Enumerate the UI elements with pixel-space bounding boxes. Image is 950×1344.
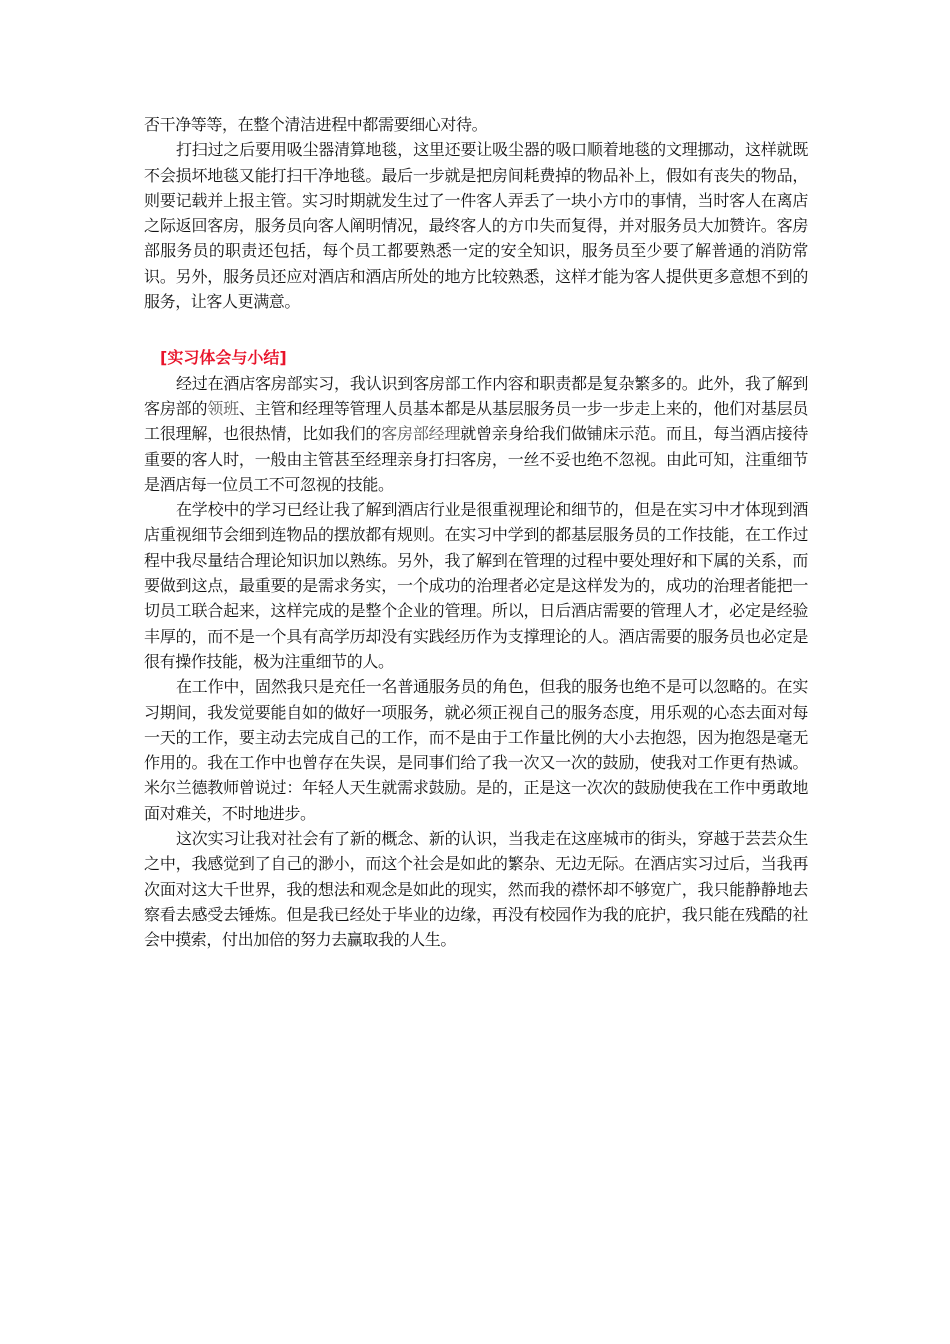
paragraph-cleaning-end: 否干净等等，在整个清洁进程中都需要细心对待。 — [144, 115, 488, 134]
paragraph-housekeeping-insight — [144, 371, 808, 497]
paragraph-carpet-cleaning: 打扫过之后要用吸尘器清算地毯，这里还要让吸尘器的吸口顺着地毯的文理挪动，这样就既不会损坏地毯又能打扫干净地毯。最后一步就是把房间耗费掉的物品补上，假如有丧失的物品，则要记载并上报主管。实习时期就发生过了一件客人弄丢了一块小方巾的事情，当时客人在离店之际返回客房，服务员向客人阐明情况，最终客人的方巾失而复得，并对服务员大加赞许。客房部服务员的职责还包括，每个员工都要熟悉一定的安全知识，服务员至少要了解普通的消防常识。另外，服务员还应对酒店和酒店所处的地方比较熟悉，这样才能为客人提供更多意想不到的服务，让客人更满意。 — [144, 140, 808, 312]
paragraph-service-attitude: 在工作中，固然我只是充任一名普通服务员的角色，但我的服务也绝不是可以忽略的。在实习期间，我发觉要能自如的做好一项服务，就必须正视自己的服务态度，用乐观的心态去面对每一天的工作，要主动去完成自己的工作，而不是由于工作量比例的大小去抱怨，因为抱怨是毫无作用的。我在工作中也曾存在失误，是同事们给了我一次又一次的鼓励，使我对工作更有热诚。米尔兰德教师曾说过：年轻人天生就需求鼓励。是的，正是这一次次的鼓励使我在工作中勇敢地面对难关，不时地进步。 — [144, 677, 808, 823]
paragraph-theory-and-detail: 在学校中的学习已经让我了解到酒店行业是很重视理论和细节的，但是在实习中才体现到酒店重视细节会细到连物品的摆放都有规则。在实习中学到的都基层服务员的工作技能，在工作过程中我尽量结合理论知识加以熟练。另外，我了解到在管理的过程中要处理好和下属的关系，而要做到这点，最重要的是需求务实，一个成功的治理者必定是这样发为的，成功的治理者能把一切员工联合起来，这样完成的是整个企业的管理。所以，日后酒店需要的管理人才，必定是经验丰厚的，而不是一个具有高学历却没有实践经历作为支撑理论的人。酒店需要的服务员也必定是很有操作技能，极为注重细节的人。 — [144, 500, 808, 671]
paragraph-society-reflection: 这次实习让我对社会有了新的概念、新的认识，当我走在这座城市的街头，穿越于芸芸众生之中，我感觉到了自己的渺小，而这个社会是如此的繁杂、无边无际。在酒店实习过后，当我再次面对这大千世界，我的想法和观念是如此的现实，然而我的襟怀却不够宽广，我只能静静地去察看去感受去锤炼。但是我已经处于毕业的边缘，再没有校园作为我的庇护，我只能在残酷的社会中摸索，付出加倍的努力去赢取我的人生。 — [144, 829, 808, 950]
text-segment: 就曾亲身给我们做铺床示范。而且，每当酒店接待重要的客人时，一般由主管甚至经理亲身打扫客房，一丝不妥也绝不忽视。由此可知，注重细节是酒店每一位员工不可忽视的技能。 — [144, 424, 808, 494]
text-segment: 、主管和经理等管理人员基本都是从基层服务员一步一步走上来的，他们对基层员工很理解，也很热情，比如我们的 — [144, 398, 809, 444]
term-supervisor: 领班 — [207, 398, 239, 418]
text-segment: 经过在酒店客房部实习，我认识到客房部工作内容和职责都是复杂繁多的。此外，我了解到客房部的 — [144, 373, 808, 418]
term-housekeeping-manager: 客房部经理 — [381, 424, 461, 444]
section-heading-summary: [实习体会与小结] — [160, 348, 287, 368]
document-page — [144, 112, 808, 953]
